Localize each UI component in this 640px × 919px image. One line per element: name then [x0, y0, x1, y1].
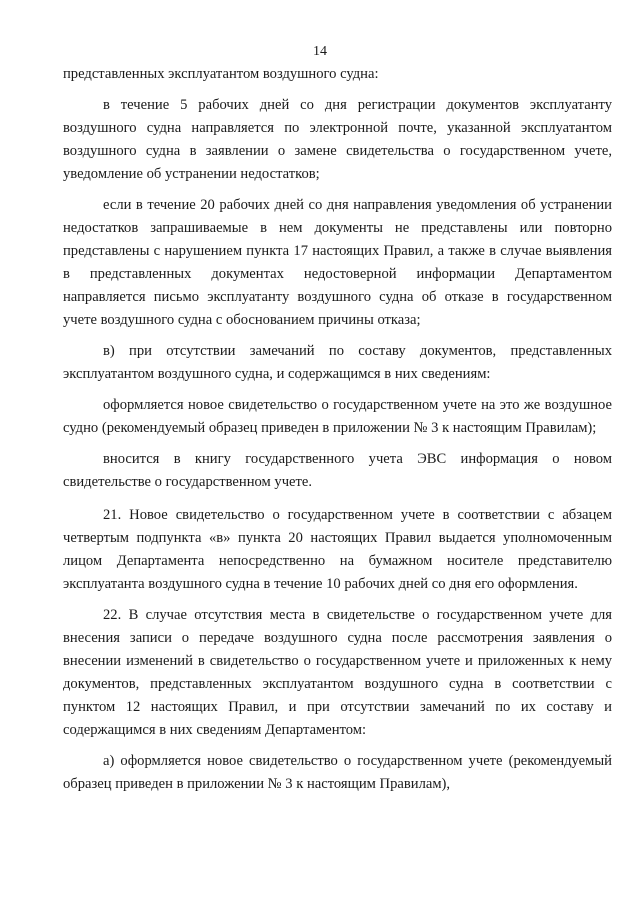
page-number: 14	[313, 44, 327, 59]
paragraph-subitem-v: в) при отсутствии замечаний по составу документов, представленных эксплуатантом воздушного судна, и содержащимся в них сведениям:	[63, 343, 612, 382]
paragraph-clause-21: 21. Новое свидетельство о государственном учете в соответствии с абзацем четвертым подпункта «в» пункта 20 настоящих Правил выдается уполномоченным лицом Департамента непосредственно на бумажном носителе представителю эксплуатанта воздушного судна в течение 10 рабочих дней со дня его оформления.	[63, 507, 612, 592]
document-body	[63, 63, 612, 796]
paragraph-notice-deadline: в течение 5 рабочих дней со дня регистрации документов эксплуатанту воздушного судна направляется по электронной почте, указанной эксплуатантом воздушного судна в заявлении о замене свидетельства о государственном учете, уведомление об устранении недостатков;	[63, 97, 612, 182]
paragraph-continuation: представленных эксплуатантом воздушного судна:	[63, 66, 379, 82]
paragraph-new-certificate: оформляется новое свидетельство о государственном учете на это же воздушное судно (рекомендуемый образец приведен в приложении № 3 к настоящим Правилам);	[63, 397, 612, 436]
paragraph-clause-22: 22. В случае отсутствия места в свидетельстве о государственном учете для внесения записи о передаче воздушного судна после рассмотрения заявления о внесении изменений в свидетельство о государственном учете и приложенных к нему документов, представленных эксплуатантом воздушного судна в соответствии с пунктом 12 настоящих Правил, и при отсутствии замечаний по их составу и содержащимся в них сведениям Департаментом:	[63, 607, 612, 738]
paragraph-refusal-letter: если в течение 20 рабочих дней со дня направления уведомления об устранении недостатков запрашиваемые в нем документы не представлены или повторно представлены с нарушением пункта 17 настоящих Правил, а также в случае выявления в представленных документах недостоверной информации Департаментом направляется письмо эксплуатанту воздушного судна об отказе в государственном учете воздушного судна с обоснованием причины отказа;	[63, 197, 612, 328]
paragraph-register-entry: вносится в книгу государственного учета ЭВС информация о новом свидетельстве о государственном учете.	[63, 451, 612, 490]
paragraph-subitem-a: а) оформляется новое свидетельство о государственном учете (рекомендуемый образец приведен в приложении № 3 к настоящим Правилам),	[63, 753, 612, 792]
